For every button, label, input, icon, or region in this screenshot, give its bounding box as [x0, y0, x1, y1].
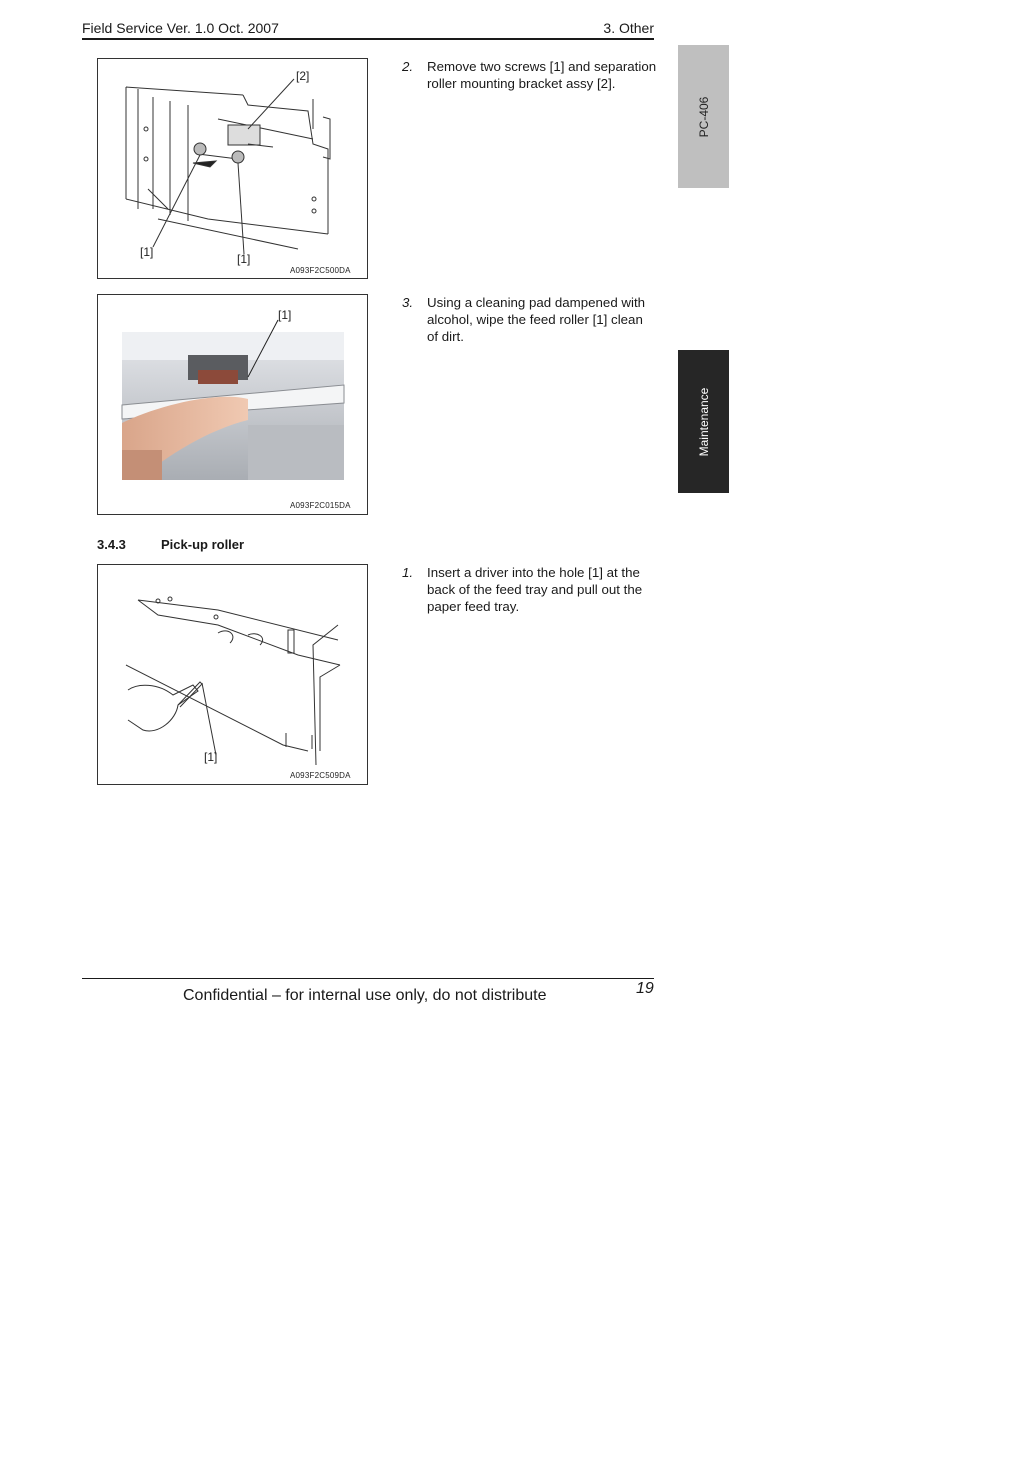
callout-1b: [1]	[237, 252, 251, 266]
figure-code: A093F2C015DA	[290, 501, 351, 510]
figure-code: A093F2C500DA	[290, 266, 351, 275]
feed-tray-illustration	[98, 565, 369, 786]
side-tab-model[interactable]	[678, 45, 729, 188]
section-number: 3.4.3	[97, 537, 126, 552]
callout-1: [1]	[204, 750, 218, 764]
header-right: 3. Other	[603, 20, 654, 36]
step-number: 1.	[402, 565, 414, 580]
step-number: 3.	[402, 295, 414, 310]
footer-rule	[82, 978, 654, 979]
header-left: Field Service Ver. 1.0 Oct. 2007	[82, 20, 279, 36]
step-text: Using a cleaning pad dampened with alcohol, wipe the feed roller [1] clean of dirt.	[427, 295, 646, 344]
page-number: 19	[636, 980, 654, 997]
step-text: Insert a driver into the hole [1] at the back of the feed tray and pull out the paper feed tray.	[427, 565, 643, 614]
figure-bracket-removal	[97, 58, 368, 279]
side-tab-chapter-label: Maintenance	[696, 387, 711, 456]
callout-1: [1]	[278, 308, 292, 322]
figure-feed-roller-cleaning	[97, 294, 368, 515]
figure-code: A093F2C509DA	[290, 771, 351, 780]
callout-2: [2]	[296, 69, 310, 83]
bracket-illustration	[98, 59, 369, 280]
callout-1a: [1]	[140, 245, 154, 259]
side-tab-model-label: PC-406	[696, 96, 711, 137]
figure-feed-tray-pullout	[97, 564, 368, 785]
feed-roller-photo	[98, 295, 369, 516]
section-title: Pick-up roller	[161, 537, 245, 552]
side-tab-chapter[interactable]	[678, 350, 729, 493]
footer-confidential: Confidential – for internal use only, do not distribute	[183, 987, 547, 1004]
step-text: Remove two screws [1] and separation roller mounting bracket assy [2].	[427, 59, 657, 91]
header-rule	[82, 38, 654, 40]
step-number: 2.	[402, 59, 414, 74]
